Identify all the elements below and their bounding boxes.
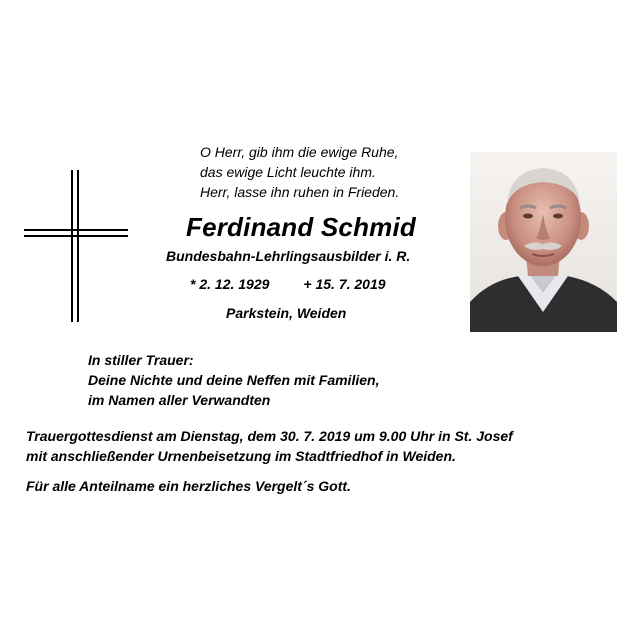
mourners-line-2: Deine Nichte und deine Neffen mit Familien, — [88, 372, 380, 388]
prayer-line-1: O Herr, gib ihm die ewige Ruhe, — [200, 144, 399, 160]
prayer-line-3: Herr, lasse ihn ruhen in Frieden. — [200, 184, 400, 200]
deceased-name: Ferdinand Schmid — [186, 212, 417, 242]
portrait-illustration — [470, 152, 617, 332]
portrait-photo — [470, 152, 617, 332]
prayer-line-2: das ewige Licht leuchte ihm. — [200, 164, 376, 180]
mourners-block — [88, 350, 379, 410]
thanks-text: Für alle Anteilname ein herzliches Vergelt´s Gott. — [26, 478, 351, 494]
life-dates — [190, 276, 386, 292]
cross-icon — [24, 170, 128, 322]
funeral-service-info — [26, 426, 513, 466]
death-date: + 15. 7. 2019 — [303, 276, 386, 292]
service-line-1: Trauergottesdienst am Dienstag, dem 30. 7. 2019 um 9.00 Uhr in St. Josef — [26, 428, 513, 444]
mourners-line-3: im Namen aller Verwandten — [88, 392, 271, 408]
prayer-verse — [200, 142, 450, 202]
residence-place: Parkstein, Weiden — [226, 305, 347, 321]
service-line-2: mit anschließender Urnenbeisetzung im Stadtfriedhof in Weiden. — [26, 448, 456, 464]
birth-date: * 2. 12. 1929 — [190, 276, 270, 292]
mourners-line-1: In stiller Trauer: — [88, 352, 194, 368]
deceased-occupation: Bundesbahn-Lehrlingsausbilder i. R. — [166, 248, 411, 264]
